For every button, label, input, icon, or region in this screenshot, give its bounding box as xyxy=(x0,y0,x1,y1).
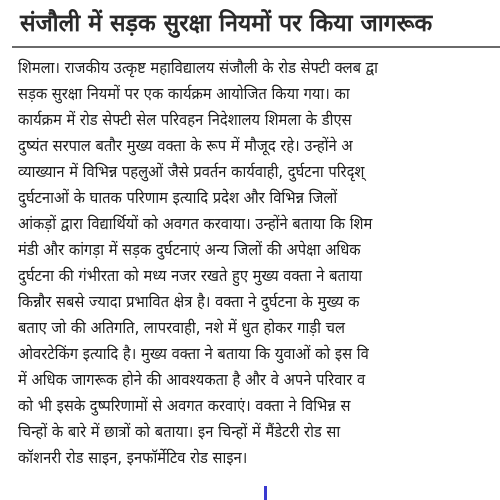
headline: संजौली में सड़क सुरक्षा नियमों पर किया जागरूक xyxy=(20,9,433,37)
article-line-2: सड़क सुरक्षा नियमों पर एक कार्यक्रम आयोजित किया गया। का xyxy=(18,84,350,103)
dateline: शिमला। xyxy=(18,58,61,77)
article-line-8: मंडी और कांगड़ा में सड़क दुर्घटनाएं अन्य जिलों की अपेक्षा अधिक xyxy=(18,240,361,259)
article-line-1: शिमला। राजकीय उत्कृष्ट महाविद्यालय संजौली के रोड सेफ्टी क्लब द्वा xyxy=(18,58,378,77)
article-line-3: कार्यक्रम में रोड सेफ्टी सेल परिवहन निदेशालय शिमला के डीएस xyxy=(18,110,352,129)
article-line-4: दुष्यंत सरपाल बतौर मुख्य वक्ता के रूप में मौजूद रहे। उन्होंने अ xyxy=(18,136,353,155)
article-line-12: ओवरटेकिंग इत्यादि है। मुख्य वक्ता ने बताया कि युवाओं को इस वि xyxy=(18,344,369,363)
article-line-5: व्याख्यान में विभिन्न पहलुओं जैसे प्रवर्तन कार्यवाही, दुर्घटना परिदृश् xyxy=(18,162,365,181)
article-line-15: चिन्हों के बारे में छात्रों को बताया। इन चिन्हों में मैंडेटरी रोड सा xyxy=(18,422,341,441)
article-line-14: को भी इसके दुष्परिणामों से अवगत करवाएं। वक्ता ने विभिन्न स xyxy=(18,396,351,415)
ink-mark xyxy=(264,486,267,500)
article-line-10: किन्नौर सबसे ज्यादा प्रभावित क्षेत्र है। वक्ता ने दुर्घटना के मुख्य क xyxy=(18,292,360,311)
article-line-7: आंकड़ों द्वारा विद्यार्थियों को अवगत करवाया। उन्होंने बताया कि शिम xyxy=(18,214,373,233)
article-line-13: में अधिक जागरूक होने की आवश्यकता है और वे अपने परिवार व xyxy=(18,370,366,389)
article-line-11: बताए जो की अतिगति, लापरवाही, नशे में धुत होकर गाड़ी चल xyxy=(18,318,345,337)
article-line-16: कॉशनरी रोड साइन, इनफॉर्मेटिव रोड साइन। xyxy=(18,448,248,467)
article-line-6: दुर्घटनाओं के घातक परिणाम इत्यादि प्रदेश और विभिन्न जिलों xyxy=(18,188,338,207)
article-line-9: दुर्घटना की गंभीरता को मध्य नजर रखते हुए मुख्य वक्ता ने बताया xyxy=(18,266,363,285)
headline-rule xyxy=(12,46,500,48)
